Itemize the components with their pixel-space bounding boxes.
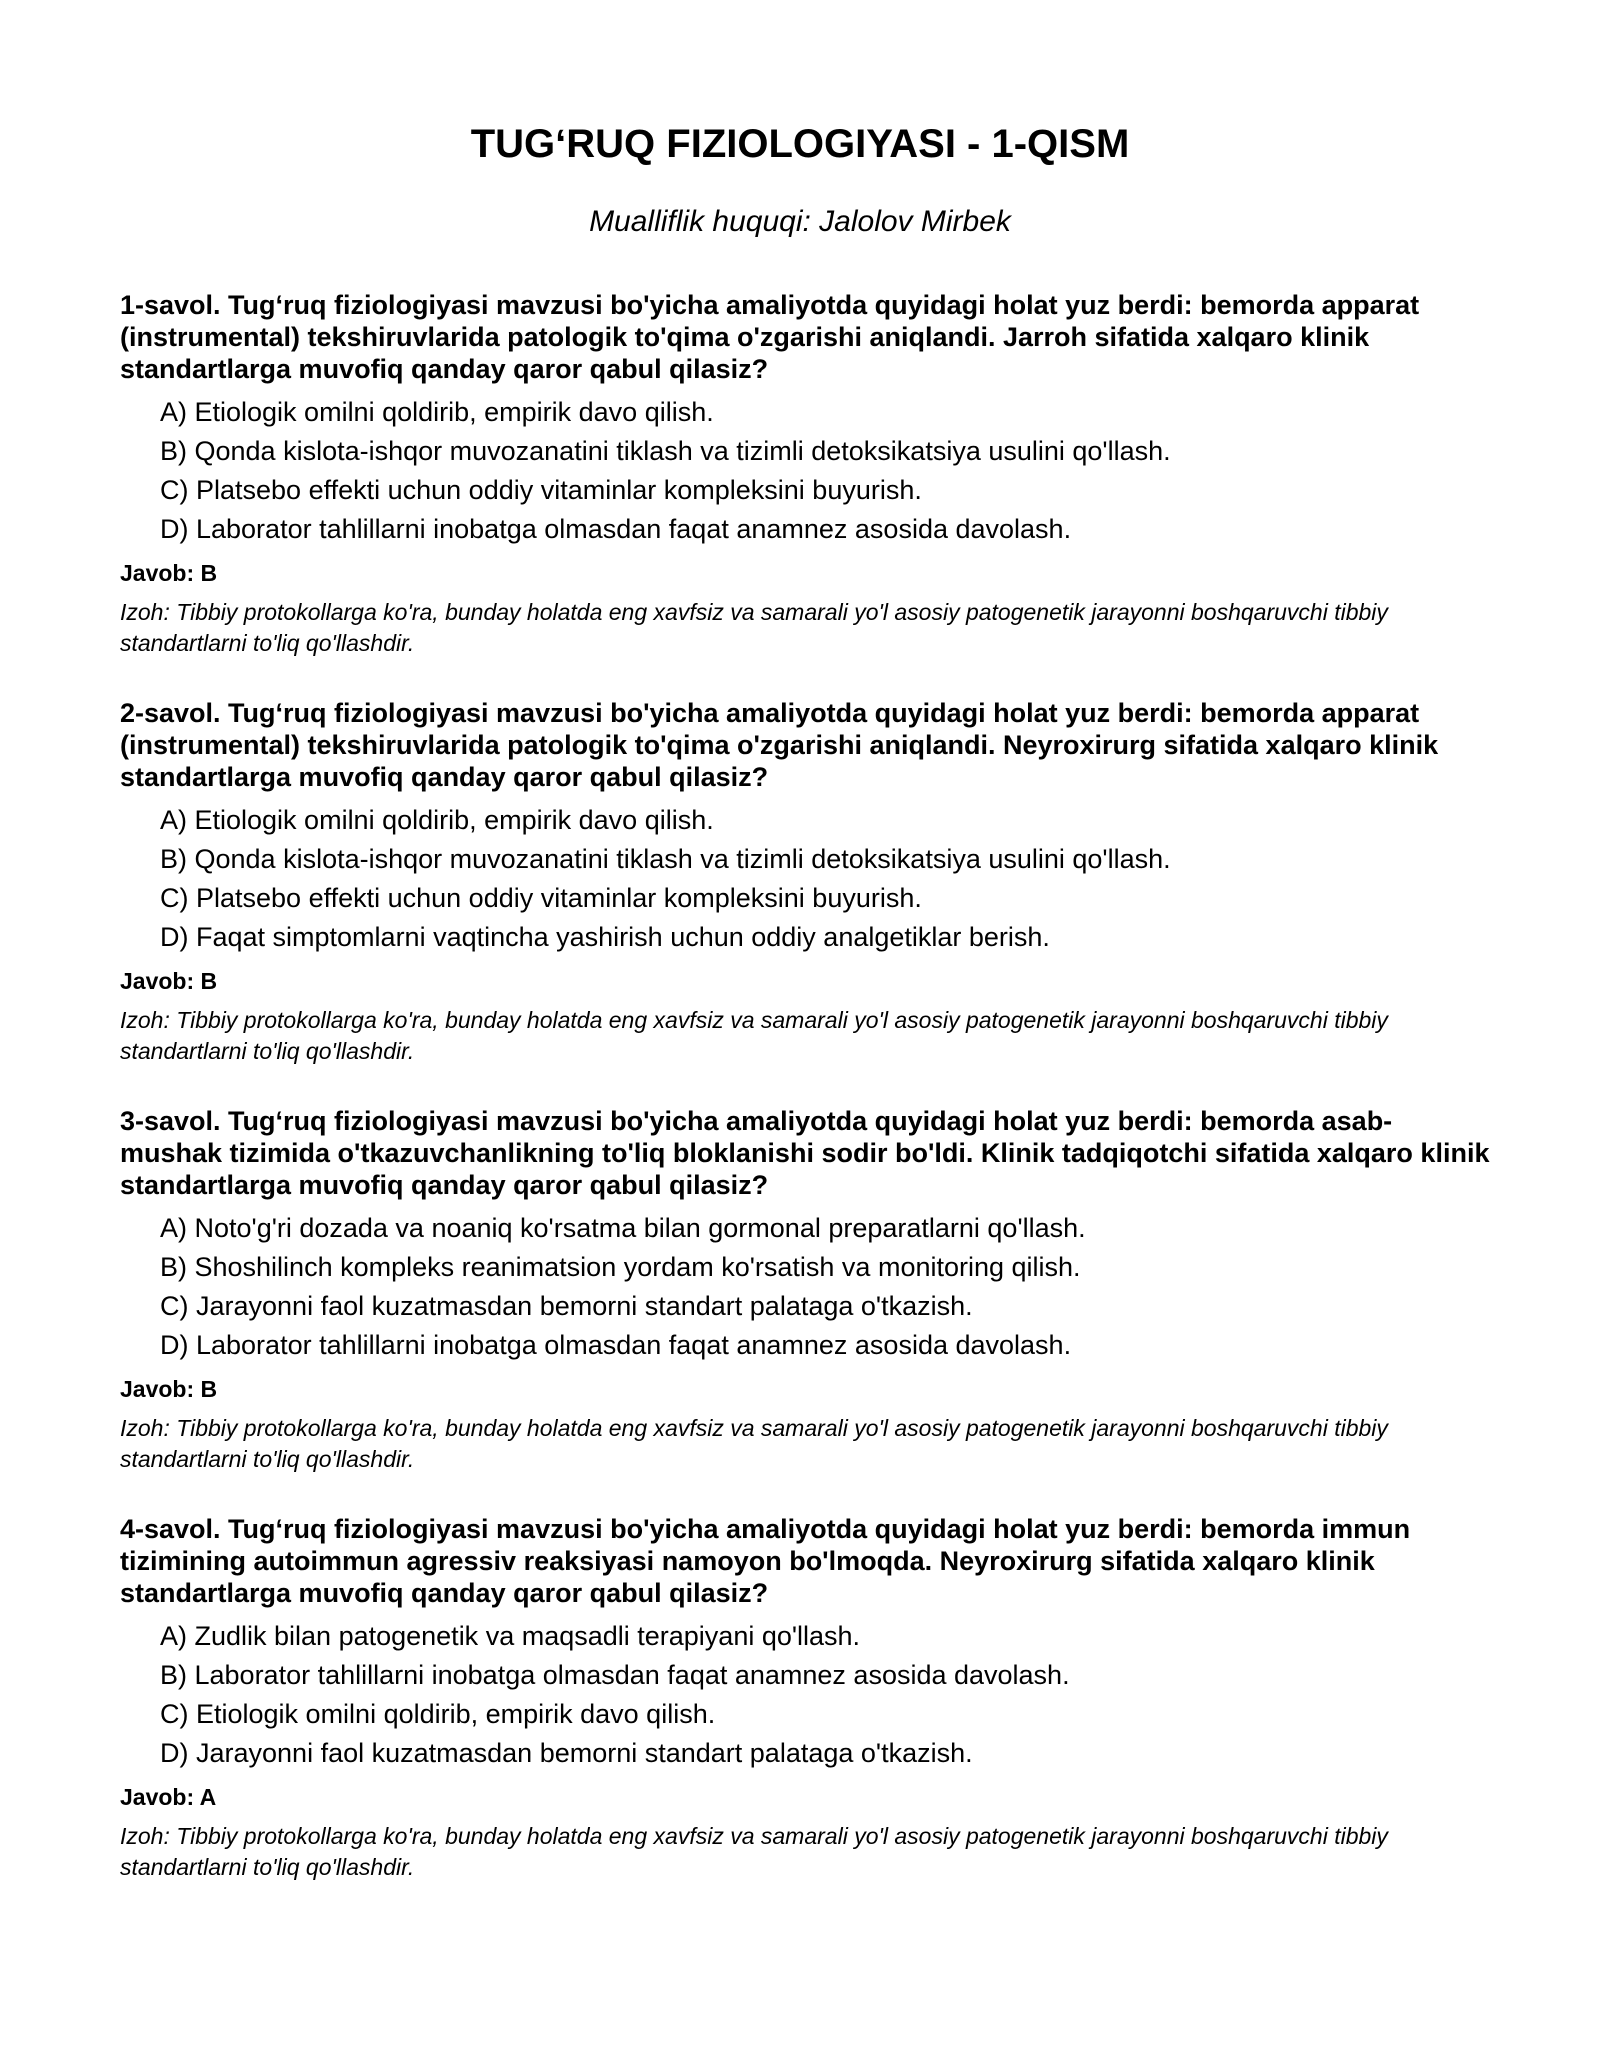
option-a: A) Zudlik bilan patogenetik va maqsadli terapiyani qo'llash. (160, 1621, 861, 1651)
option-list (120, 397, 1490, 553)
option-c: C) Etiologik omilni qoldirib, empirik davo qilish. (160, 1699, 716, 1729)
question-text: 1-savol. Tug‘ruq fiziologiyasi mavzusi bo'yicha amaliyotda quyidagi holat yuz berdi: bemorda apparat (instrumental) tekshiruvlarida patologik to'qima o'zgarishi aniqlandi. Jarroh sifatida xalqaro klinik standartlarga muvofiq qanday qaror qabul qilasiz? (120, 290, 1420, 384)
option-a: A) Etiologik omilni qoldirib, empirik davo qilish. (160, 397, 714, 427)
option-c: C) Platsebo effekti uchun oddiy vitaminlar kompleksini buyurish. (160, 475, 922, 505)
explanation-note: Izoh: Tibbiy protokollarga ko'ra, bunday holatda eng xavfsiz va samarali yo'l asosiy patogenetik jarayonni boshqaruvchi tibbiy standartlarni to'liq qo'llashdir. (120, 599, 1388, 656)
option-c: C) Jarayonni faol kuzatmasdan bemorni standart palataga o'tkazish. (160, 1291, 973, 1321)
option-d: D) Laborator tahlillarni inobatga olmasdan faqat anamnez asosida davolash. (160, 514, 1072, 544)
document-subtitle: Mualliflik huquqi: Jalolov Mirbek (589, 205, 1011, 238)
explanation-note: Izoh: Tibbiy protokollarga ko'ra, bunday holatda eng xavfsiz va samarali yo'l asosiy patogenetik jarayonni boshqaruvchi tibbiy standartlarni to'liq qo'llashdir. (120, 1823, 1388, 1880)
answer-label: Javob: A (120, 1784, 217, 1810)
option-c: C) Platsebo effekti uchun oddiy vitaminlar kompleksini buyurish. (160, 883, 922, 913)
option-a: A) Noto'g'ri dozada va noaniq ko'rsatma bilan gormonal preparatlarni qo'llash. (160, 1213, 1086, 1243)
explanation-note: Izoh: Tibbiy protokollarga ko'ra, bunday holatda eng xavfsiz va samarali yo'l asosiy patogenetik jarayonni boshqaruvchi tibbiy standartlarni to'liq qo'llashdir. (120, 1415, 1388, 1472)
question-block-2 (120, 697, 1490, 1067)
document-title: TUG‘RUQ FIZIOLOGIYASI - 1-QISM (470, 122, 1130, 166)
option-b: B) Laborator tahlillarni inobatga olmasdan faqat anamnez asosida davolash. (160, 1660, 1070, 1690)
option-b: B) Shoshilinch kompleks reanimatsion yordam ko'rsatish va monitoring qilish. (160, 1252, 1081, 1282)
answer-label: Javob: B (120, 968, 218, 994)
option-b: B) Qonda kislota-ishqor muvozanatini tiklash va tizimli detoksikatsiya usulini qo'llash. (160, 436, 1171, 466)
option-a: A) Etiologik omilni qoldirib, empirik davo qilish. (160, 805, 714, 835)
option-d: D) Laborator tahlillarni inobatga olmasdan faqat anamnez asosida davolash. (160, 1330, 1072, 1360)
option-list (120, 1213, 1490, 1369)
question-text: 3-savol. Tug‘ruq fiziologiyasi mavzusi bo'yicha amaliyotda quyidagi holat yuz berdi: bemorda asab-mushak tizimida o'tkazuvchanlikning to'liq bloklanishi sodir bo'ldi. Klinik tadqiqotchi sifatida xalqaro klinik standartlarga muvofiq qanday qaror qabul qilasiz? (120, 1106, 1490, 1200)
option-b: B) Qonda kislota-ishqor muvozanatini tiklash va tizimli detoksikatsiya usulini qo'llash. (160, 844, 1171, 874)
option-list (120, 1621, 1490, 1777)
question-block-4 (120, 1513, 1490, 1883)
question-text: 4-savol. Tug‘ruq fiziologiyasi mavzusi bo'yicha amaliyotda quyidagi holat yuz berdi: bemorda immun tizimining autoimmun agressiv reaksiyasi namoyon bo'lmoqda. Neyroxirurg sifatida xalqaro klinik standartlarga muvofiq qanday qaror qabul qilasiz? (120, 1514, 1411, 1608)
question-block-1 (120, 289, 1490, 659)
explanation-note: Izoh: Tibbiy protokollarga ko'ra, bunday holatda eng xavfsiz va samarali yo'l asosiy patogenetik jarayonni boshqaruvchi tibbiy standartlarni to'liq qo'llashdir. (120, 1007, 1388, 1064)
option-d: D) Jarayonni faol kuzatmasdan bemorni standart palataga o'tkazish. (160, 1738, 973, 1768)
answer-label: Javob: B (120, 560, 218, 586)
question-block-3 (120, 1105, 1490, 1475)
option-d: D) Faqat simptomlarni vaqtincha yashirish uchun oddiy analgetiklar berish. (160, 922, 1050, 952)
option-list (120, 805, 1490, 961)
answer-label: Javob: B (120, 1376, 218, 1402)
question-text: 2-savol. Tug‘ruq fiziologiyasi mavzusi bo'yicha amaliyotda quyidagi holat yuz berdi: bemorda apparat (instrumental) tekshiruvlarida patologik to'qima o'zgarishi aniqlandi. Neyroxirurg sifatida xalqaro klinik standartlarga muvofiq qanday qaror qabul qilasiz? (120, 698, 1439, 792)
